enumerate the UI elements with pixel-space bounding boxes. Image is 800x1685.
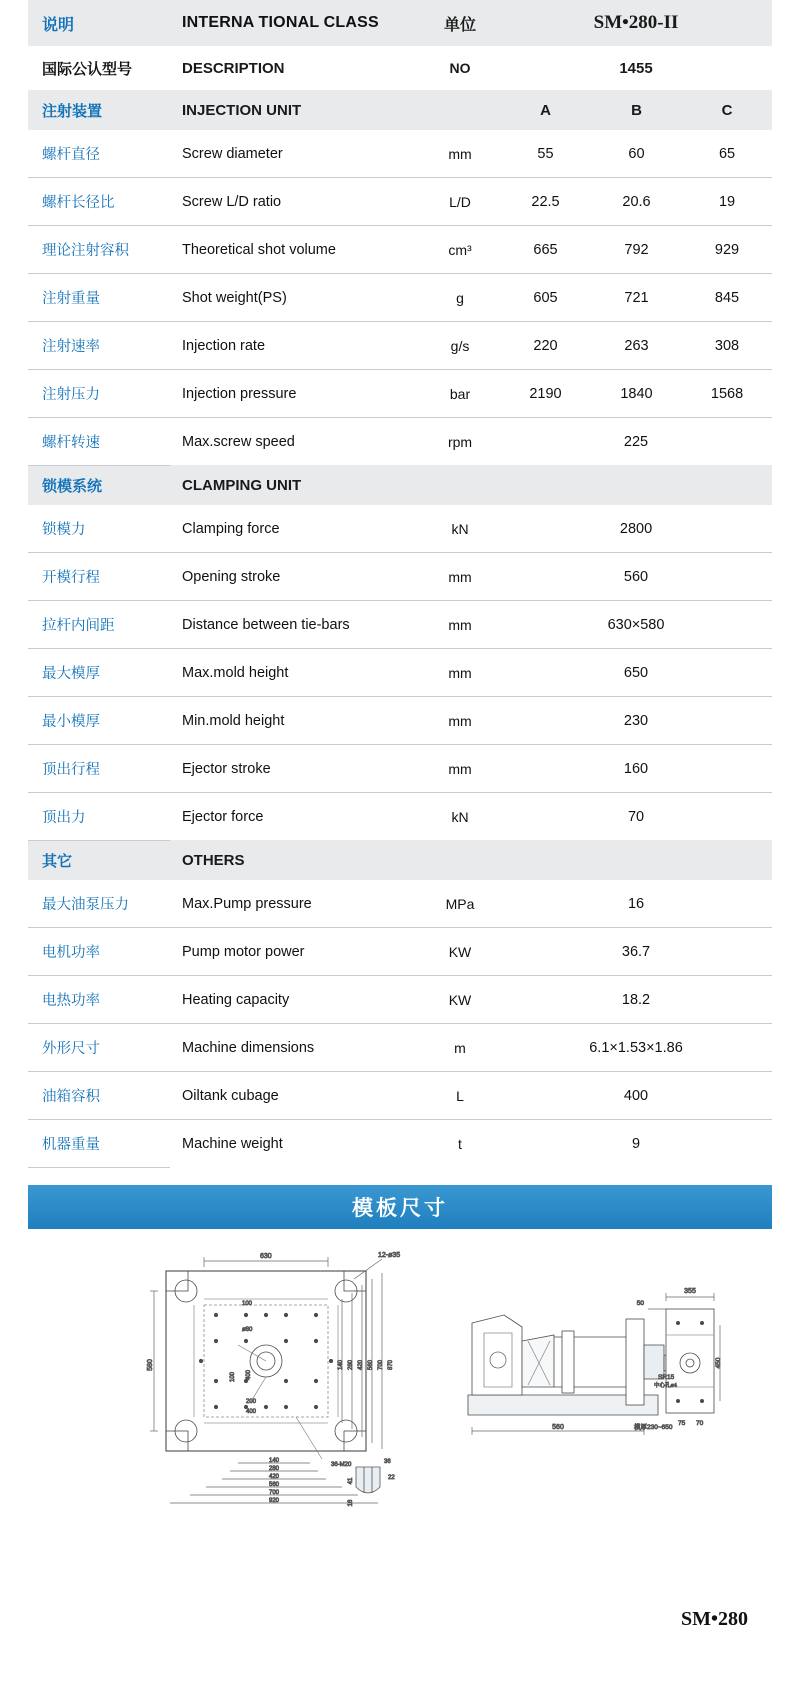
dim-560: 560 [368,1359,374,1371]
drawing-caption: SM•280 [680,1608,748,1630]
row-value-span: 36.7 [500,928,772,976]
row-unit: MPa [420,880,500,928]
table-row [28,928,772,976]
row-unit: t [458,1135,462,1152]
row-value-c: 845 [682,274,772,322]
dim-b280: 280 [268,1466,280,1472]
row-label-cn: 机器重量 [28,1120,170,1168]
row-unit: cm³ [420,226,500,274]
row-label-en: Screw diameter [170,130,420,178]
row-label-cn: 顶出行程 [28,745,170,793]
row-unit: rpm [447,433,473,450]
dim-200: 200 [246,1399,257,1405]
mold-dimension-banner [28,1185,772,1229]
row-label-en: Ejector stroke [170,745,420,793]
row-label-cn: 最大油泵压力 [28,880,170,928]
table-row [28,130,772,178]
row-value-a: 2190 [500,370,591,418]
row-label-cn: 螺杆转速 [28,418,170,466]
dim-b560: 560 [268,1482,280,1488]
banner-title: 模板尺寸 [352,1197,448,1220]
row-value-span: 225 [623,433,649,450]
section-en: CLAMPING UNIT [170,465,772,505]
table-row [28,601,772,649]
row-label-cn: 顶出力 [28,793,170,841]
subheader-unit: NO [420,46,500,90]
table-row [28,745,772,793]
row-value-span: 160 [500,745,772,793]
row-unit: KW [420,928,500,976]
column-header-a: A [500,90,591,130]
subheader-cn: 国际公认型号 [28,46,170,90]
row-label-cn: 注射速率 [28,322,170,370]
row-unit: L [420,1072,500,1120]
table-row [28,226,772,274]
dim-top-width: 630 [260,1253,272,1260]
dim-700: 700 [378,1359,384,1371]
dim-b140: 140 [268,1458,280,1464]
row-label-en: Injection pressure [170,370,420,418]
machine-view [468,1288,722,1435]
header-en: INTERNA TIONAL CLASS [170,0,420,46]
row-value-b: 721 [591,274,682,322]
dim-sr15: SR15 [658,1374,675,1381]
row-label-cn: 最大模厚 [28,649,170,697]
row-unit: L/D [420,178,500,226]
row-label-cn: 理论注射容积 [28,226,170,274]
row-unit: bar [420,370,500,418]
row-value-span: 230 [500,697,772,745]
row-value-span: 6.1×1.53×1.86 [500,1024,772,1072]
table-row [28,880,772,928]
table-row [28,1120,772,1168]
row-value-c: 1568 [682,370,772,418]
dim-080: ø80 [242,1327,253,1333]
table-row [28,976,772,1024]
column-header-c: C [682,90,772,130]
dim-36: 36 [384,1459,391,1465]
row-value-c: 308 [682,322,772,370]
row-value-span: 630×580 [500,601,772,649]
row-label-en: Max.screw speed [182,433,295,450]
row-value-a: 22.5 [500,178,591,226]
section-header-others [28,840,772,880]
row-label-en: Theoretical shot volume [170,226,420,274]
table-row [28,178,772,226]
technical-drawing [28,1235,772,1635]
section-en: INJECTION UNIT [170,90,420,130]
row-value-b: 60 [591,130,682,178]
dim-b700: 700 [268,1490,280,1496]
row-label-en: Distance between tie-bars [170,601,420,649]
dim-b420: 420 [268,1474,280,1480]
dim-420: 420 [358,1359,364,1371]
dim-280: 280 [348,1359,354,1371]
dim-100v: 100 [230,1371,236,1383]
row-label-cn: 最小模厚 [28,697,170,745]
dim-400: 400 [246,1369,252,1381]
table-subheader-row [28,46,772,90]
dim-m75: 75 [678,1420,686,1427]
dim-b920: 920 [268,1498,280,1504]
row-label-en: Screw L/D ratio [170,178,420,226]
dim-m450: 450 [715,1357,722,1369]
section-cn: 锁模系统 [28,465,170,505]
dim-sr15-cn: 中心孔ø4 [654,1383,677,1389]
row-label-cn: 注射重量 [28,274,170,322]
row-value-span: 16 [500,880,772,928]
row-label-en: Shot weight(PS) [170,274,420,322]
drawing-svg [28,1235,772,1625]
section-cn: 注射装置 [28,90,170,130]
row-unit: kN [420,505,500,553]
dim-m70: 70 [696,1420,704,1427]
row-label-cn: 螺杆直径 [28,130,170,178]
row-value-b: 1840 [591,370,682,418]
section-unit-blank [420,90,500,130]
row-value-span: 650 [500,649,772,697]
row-unit: mm [420,649,500,697]
table-row [28,505,772,553]
row-value-c: 929 [682,226,772,274]
table-row [28,697,772,745]
row-label-en: Ejector force [182,808,264,825]
header-unit: 单位 [420,0,500,46]
row-value-span: 400 [500,1072,772,1120]
row-value-span: 18.2 [500,976,772,1024]
column-header-b: B [591,90,682,130]
specification-table [28,0,772,1167]
row-label-en: Pump motor power [170,928,420,976]
dim-left-height: 580 [147,1359,154,1371]
row-value-b: 792 [591,226,682,274]
dim-m50: 50 [636,1300,644,1307]
table-row [28,1024,772,1072]
dim-thread-note: 36-M20 [331,1462,352,1468]
row-label-en: Machine weight [182,1135,283,1152]
row-label-en: Machine dimensions [170,1024,420,1072]
row-unit: mm [420,601,500,649]
row-label-en: Max.Pump pressure [170,880,420,928]
row-unit: mm [420,130,500,178]
row-value-a: 55 [500,130,591,178]
dim-100: 100 [242,1301,253,1307]
row-label-en: Injection rate [170,322,420,370]
row-label-cn: 开模行程 [28,553,170,601]
table-row [28,793,772,841]
dim-m560: 560 [552,1424,564,1431]
section-header-clamping [28,465,772,505]
row-unit: KW [420,976,500,1024]
dim-140: 140 [338,1359,344,1371]
row-value-b: 20.6 [591,178,682,226]
table-row [28,322,772,370]
row-unit: g [420,274,500,322]
subheader-value: 1455 [500,46,772,90]
row-value-span: 2800 [500,505,772,553]
dim-41: 41 [348,1477,354,1485]
row-label-en: Oiltank cubage [170,1072,420,1120]
dim-16: 16 [348,1499,354,1507]
row-value-span: 9 [631,1135,641,1152]
table-row [28,649,772,697]
row-unit: m [420,1024,500,1072]
row-value-a: 605 [500,274,591,322]
row-label-cn: 电热功率 [28,976,170,1024]
row-label-cn: 注射压力 [28,370,170,418]
row-unit: mm [420,553,500,601]
row-value-span: 560 [500,553,772,601]
dim-400b: 400 [246,1409,257,1415]
row-unit: g/s [420,322,500,370]
row-value-b: 263 [591,322,682,370]
platen-view [147,1252,400,1506]
header-cn: 说明 [28,0,170,46]
section-en: OTHERS [170,840,772,880]
row-value-c: 19 [682,178,772,226]
row-label-cn: 锁模力 [28,505,170,553]
row-label-cn: 螺杆长径比 [28,178,170,226]
header-model: SM•280-II [500,0,772,46]
row-label-cn: 电机功率 [28,928,170,976]
row-label-en: Heating capacity [170,976,420,1024]
row-label-en: Max.mold height [170,649,420,697]
row-label-en: Opening stroke [170,553,420,601]
table-row [28,274,772,322]
row-label-cn: 油箱容积 [28,1072,170,1120]
table-row [28,553,772,601]
dim-mold-height: 模厚230~650 [634,1424,673,1431]
row-value-span: 70 [627,808,645,825]
dim-22: 22 [388,1475,395,1481]
row-label-cn: 拉杆内间距 [28,601,170,649]
dim-hole-note: 12-ø35 [378,1252,401,1259]
row-unit: mm [420,745,500,793]
row-value-a: 220 [500,322,591,370]
row-label-en: Min.mold height [170,697,420,745]
row-unit: mm [420,697,500,745]
table-row [28,418,772,466]
row-unit: kN [451,808,469,825]
section-header-injection [28,90,772,130]
subheader-en: DESCRIPTION [170,46,420,90]
row-value-a: 665 [500,226,591,274]
table-header-row [28,0,772,46]
dim-m355: 355 [684,1288,696,1295]
dim-870: 870 [388,1359,394,1371]
row-value-c: 65 [682,130,772,178]
row-label-en: Clamping force [170,505,420,553]
section-cn: 其它 [28,840,170,880]
table-row [28,1072,772,1120]
table-row [28,370,772,418]
row-label-cn: 外形尺寸 [28,1024,170,1072]
